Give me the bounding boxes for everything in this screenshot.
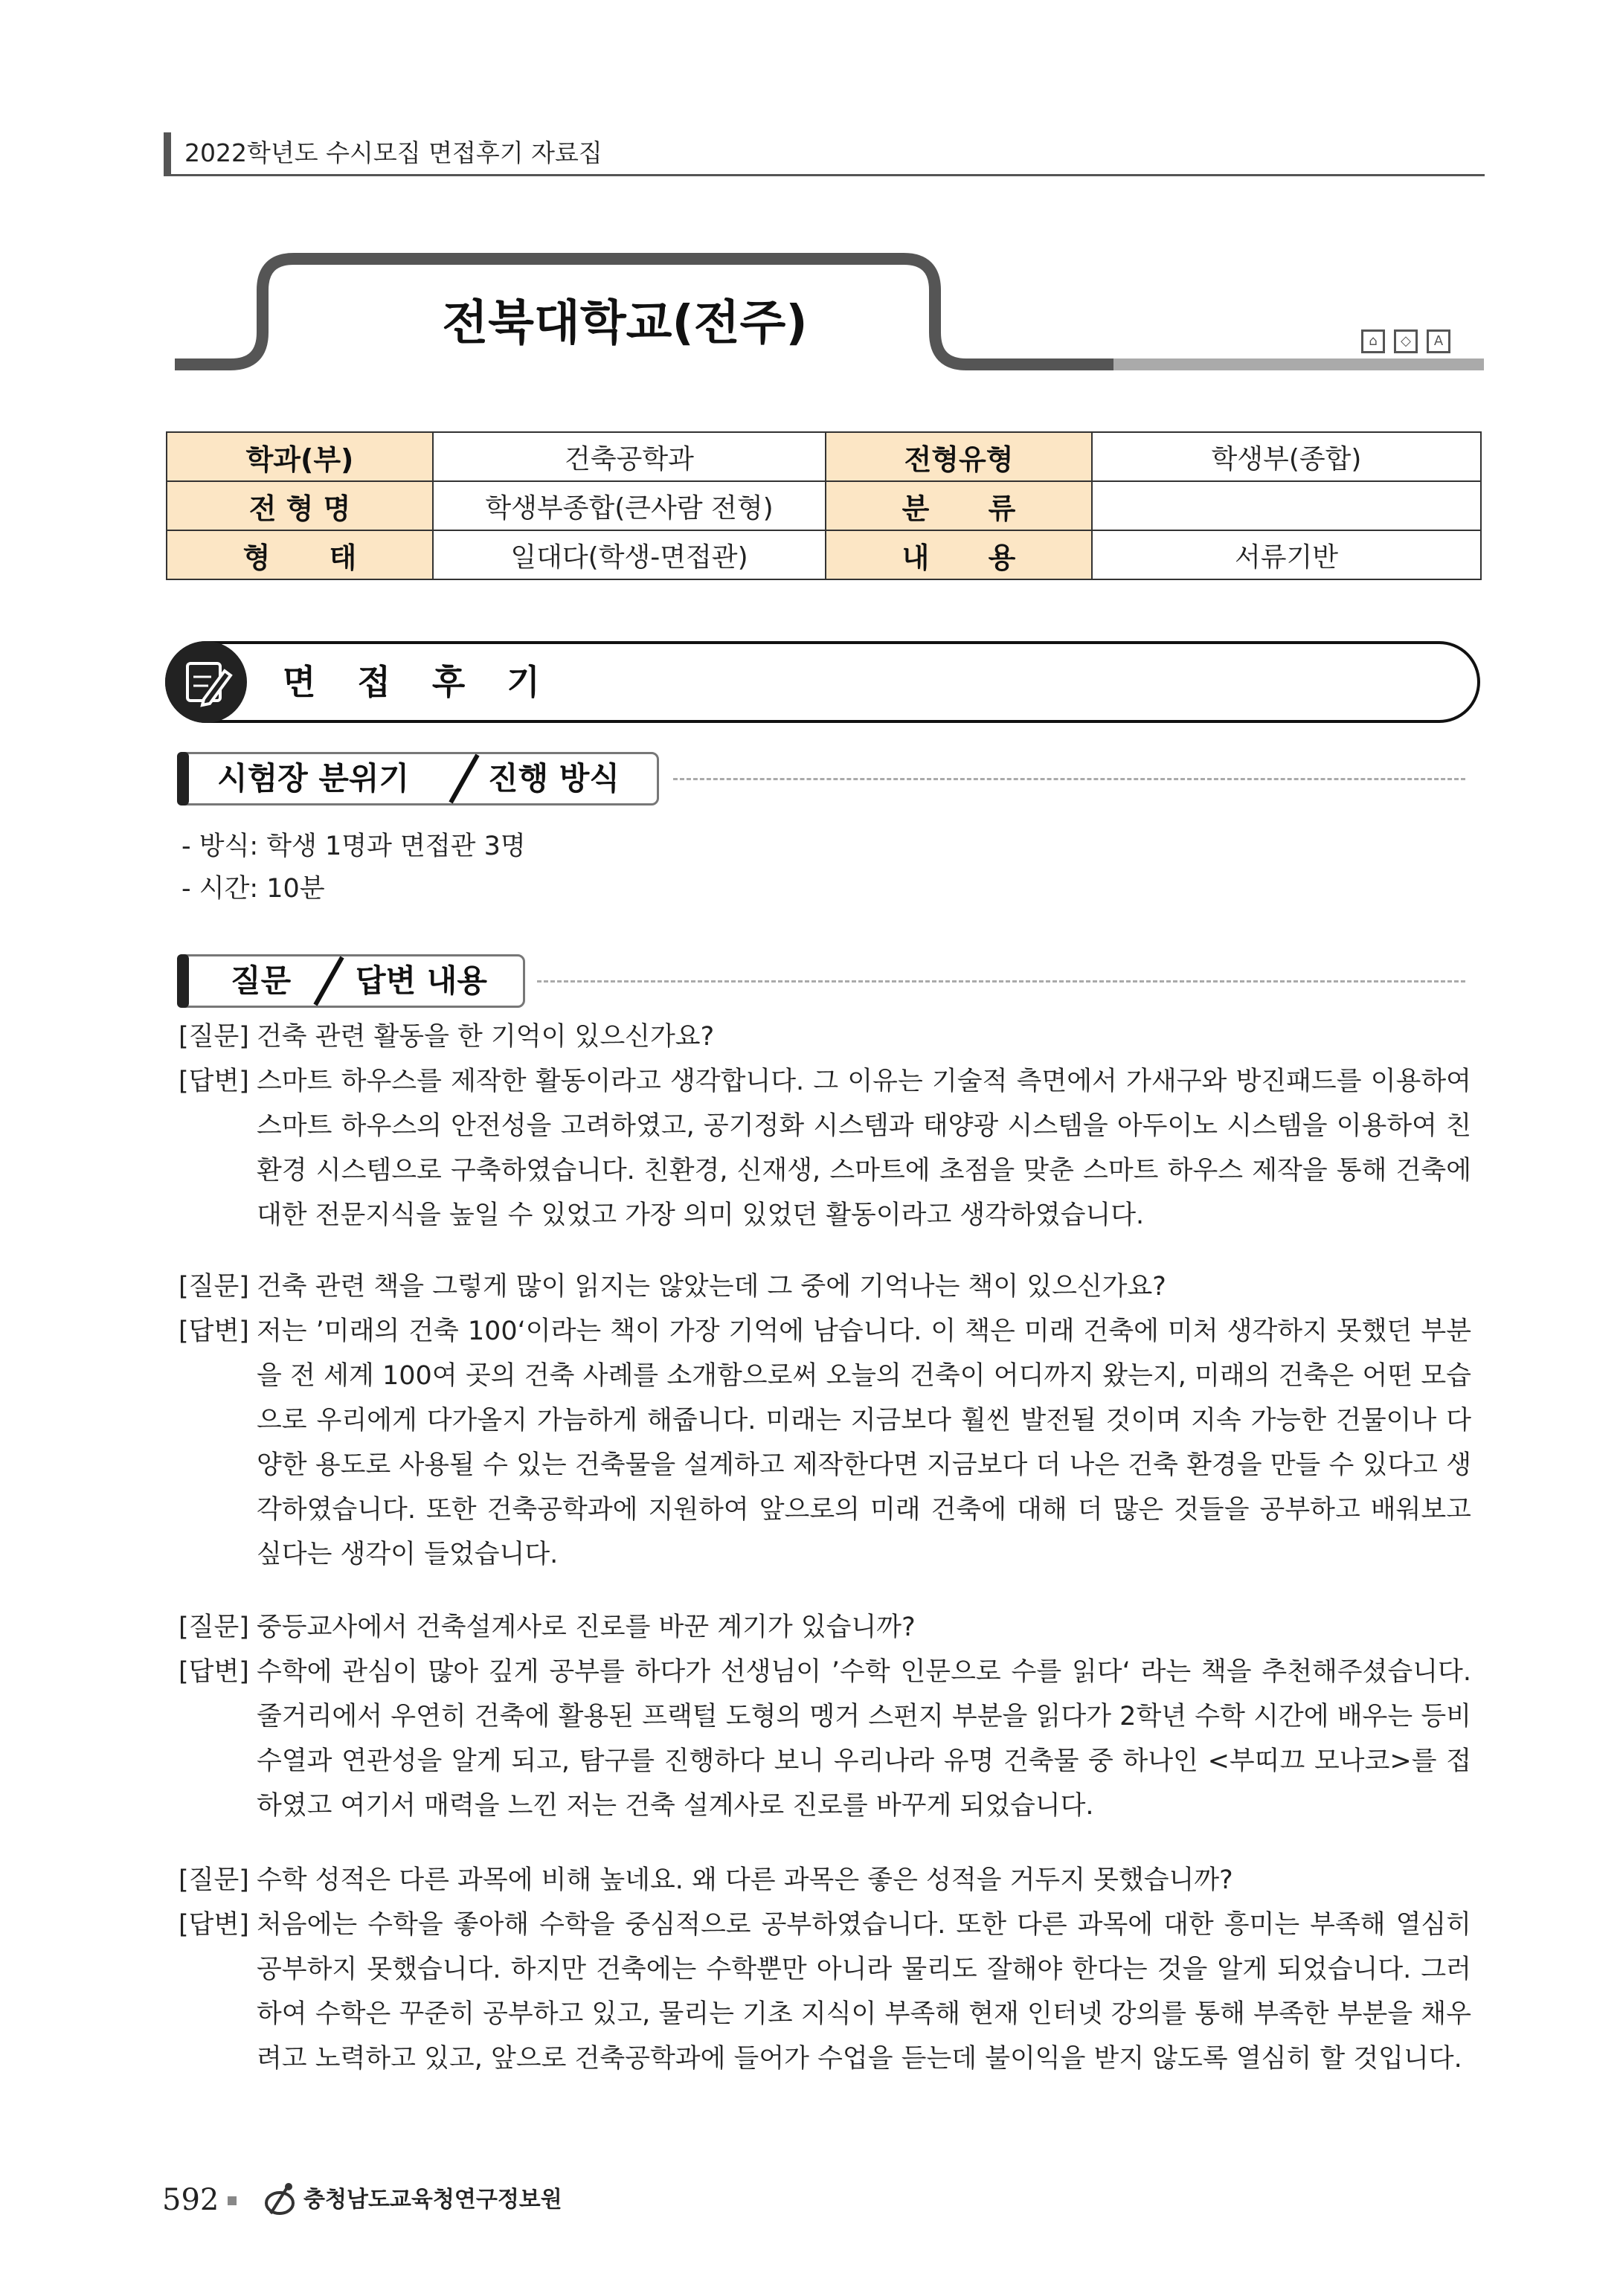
section-title: 면 접 후 기	[283, 662, 555, 702]
answer-text: 수학에 관심이 많아 깊게 공부를 하다가 선생님이 ’수학 인문으로 수를 읽다‘ 라는 책을 추천해주셨습니다. 줄거리에서 우연히 건축에 활용된 프랙털 도형의 멩거 스펀지 부분을 읽다가 2학년 수학 시간에 배우는 등비수열과 연관성을 알게 되고, 탐구를 진행하다 보니 우리나라 유명 건축물 중 하나인 <부띠끄 모나코>를 접하였고 여기서 매력을 느낀 저는 건축 설계사로 진로를 바꾸게 되었습니다.	[257, 1657, 1471, 1821]
label-content: 내 용	[826, 530, 1092, 579]
tab-label-question: 질문	[231, 962, 292, 999]
table-row	[167, 432, 1481, 481]
university-title: 전북대학교(전주)	[442, 296, 808, 351]
tab-label-answer: 답변 내용	[356, 962, 487, 999]
qa-item	[179, 1264, 1471, 1577]
question-text: 건축 관련 활동을 한 기억이 있으신가요?	[257, 1022, 715, 1052]
value-admission-type: 학생부(종합)	[1092, 432, 1481, 481]
value-format: 일대다(학생-면접관)	[433, 530, 826, 579]
question-text: 중등교사에서 건축설계사로 진로를 바꾼 계기가 있습니까?	[257, 1612, 916, 1642]
bullet-format: - 방식: 학생 1명과 면접관 3명	[181, 832, 526, 861]
running-header-title: 2022학년도 수시모집 면접후기 자료집	[184, 138, 602, 167]
tab-divider	[311, 954, 347, 1008]
qa-item	[179, 1605, 1471, 1828]
table-row	[167, 481, 1481, 530]
header-rule	[164, 174, 1485, 176]
question-text: 수학 성적은 다른 과목에 비해 높네요. 왜 다른 과목은 좋은 성적을 거두지 못했습니까?	[257, 1865, 1233, 1895]
dashed-rule	[673, 778, 1465, 780]
label-admission-type: 전형유형	[826, 432, 1092, 481]
answer-tag: [답변]	[179, 1657, 249, 1687]
value-content: 서류기반	[1092, 530, 1481, 579]
table-row	[167, 530, 1481, 579]
institute-logo-icon	[260, 2181, 299, 2219]
value-admission-name: 학생부종합(큰사람 전형)	[433, 481, 826, 530]
dashed-rule	[537, 980, 1465, 983]
admission-info-table	[166, 431, 1482, 580]
graduation-cap-icon: ◇	[1394, 329, 1418, 353]
school-icon: ⌂	[1361, 329, 1385, 353]
answer-tag: [답변]	[179, 1316, 249, 1346]
organization-name: 충청남도교육청연구정보원	[303, 2187, 562, 2213]
qa-item	[179, 1858, 1471, 2081]
tab-divider	[446, 752, 482, 805]
answer-text: 스마트 하우스를 제작한 활동이라고 생각합니다. 그 이유는 기술적 측면에서 가새구와 방진패드를 이용하여 스마트 하우스의 안전성을 고려하였고, 공기정화 시스템과 태양광 시스템을 아두이노 시스템을 이용하여 친환경 시스템으로 구축하였습니다. 친환경, 신재생, 스마트에 초점을 맞춘 스마트 하우스 제작을 통해 건축에 대한 전문지식을 높일 수 있었고 가장 의미 있었던 활동이라고 생각하였습니다.	[257, 1067, 1471, 1230]
answer-tag: [답변]	[179, 1067, 249, 1096]
value-department: 건축공학과	[433, 432, 826, 481]
footer-separator	[228, 2196, 237, 2205]
tab-cap	[177, 954, 189, 1008]
document-icon: A	[1427, 329, 1450, 353]
tab-label-atmosphere: 시험장 분위기	[217, 760, 410, 797]
label-admission-name: 전 형 명	[167, 481, 433, 530]
label-category: 분 류	[826, 481, 1092, 530]
question-text: 건축 관련 책을 그렇게 많이 읽지는 않았는데 그 중에 기억나는 책이 있으신가요?	[257, 1272, 1166, 1302]
question-tag: [질문]	[179, 1022, 249, 1052]
bullet-duration: - 시간: 10분	[181, 874, 325, 904]
question-tag: [질문]	[179, 1272, 249, 1302]
page-number: 592	[162, 2183, 219, 2217]
label-format: 형 태	[167, 530, 433, 579]
label-department: 학과(부)	[167, 432, 433, 481]
header-accent-bar	[164, 132, 171, 174]
tab-label-procedure: 진행 방식	[488, 760, 620, 797]
question-tag: [질문]	[179, 1865, 249, 1895]
value-category	[1092, 481, 1481, 530]
qa-item	[179, 1014, 1471, 1238]
question-tag: [질문]	[179, 1612, 249, 1642]
answer-text: 처음에는 수학을 좋아해 수학을 중심적으로 공부하였습니다. 또한 다른 과목에 대한 흥미는 부족해 열심히 공부하지 못했습니다. 하지만 건축에는 수학뿐만 아니라 물리도 잘해야 한다는 것을 알게 되었습니다. 그러하여 수학은 꾸준히 공부하고 있고, 물리는 기초 지식이 부족해 현재 인터넷 강의를 통해 부족한 부분을 채우려고 노력하고 있고, 앞으로 건축공학과에 들어가 수업을 듣는데 불이익을 받지 않도록 열심히 할 것입니다.	[257, 1910, 1471, 2074]
pencil-icon	[165, 641, 247, 723]
tab-cap	[177, 752, 189, 805]
answer-text: 저는 ’미래의 건축 100‘이라는 책이 가장 기억에 남습니다. 이 책은 미래 건축에 미처 생각하지 못했던 부분을 전 세계 100여 곳의 건축 사례를 소개함으로써 오늘의 건축이 어디까지 왔는지, 미래의 건축은 어떤 모습으로 우리에게 다가올지 가늠하게 해줍니다. 미래는 지금보다 훨씬 발전될 것이며 지속 가능한 건물이나 다양한 용도로 사용될 수 있는 건축물을 설계하고 제작한다면 지금보다 더 나은 건축 환경을 만들 수 있다고 생각하였습니다. 또한 건축공학과에 지원하여 앞으로의 미래 건축에 대해 더 많은 것들을 공부하고 배워보고 싶다는 생각이 들었습니다.	[257, 1316, 1471, 1569]
answer-tag: [답변]	[179, 1910, 249, 1940]
